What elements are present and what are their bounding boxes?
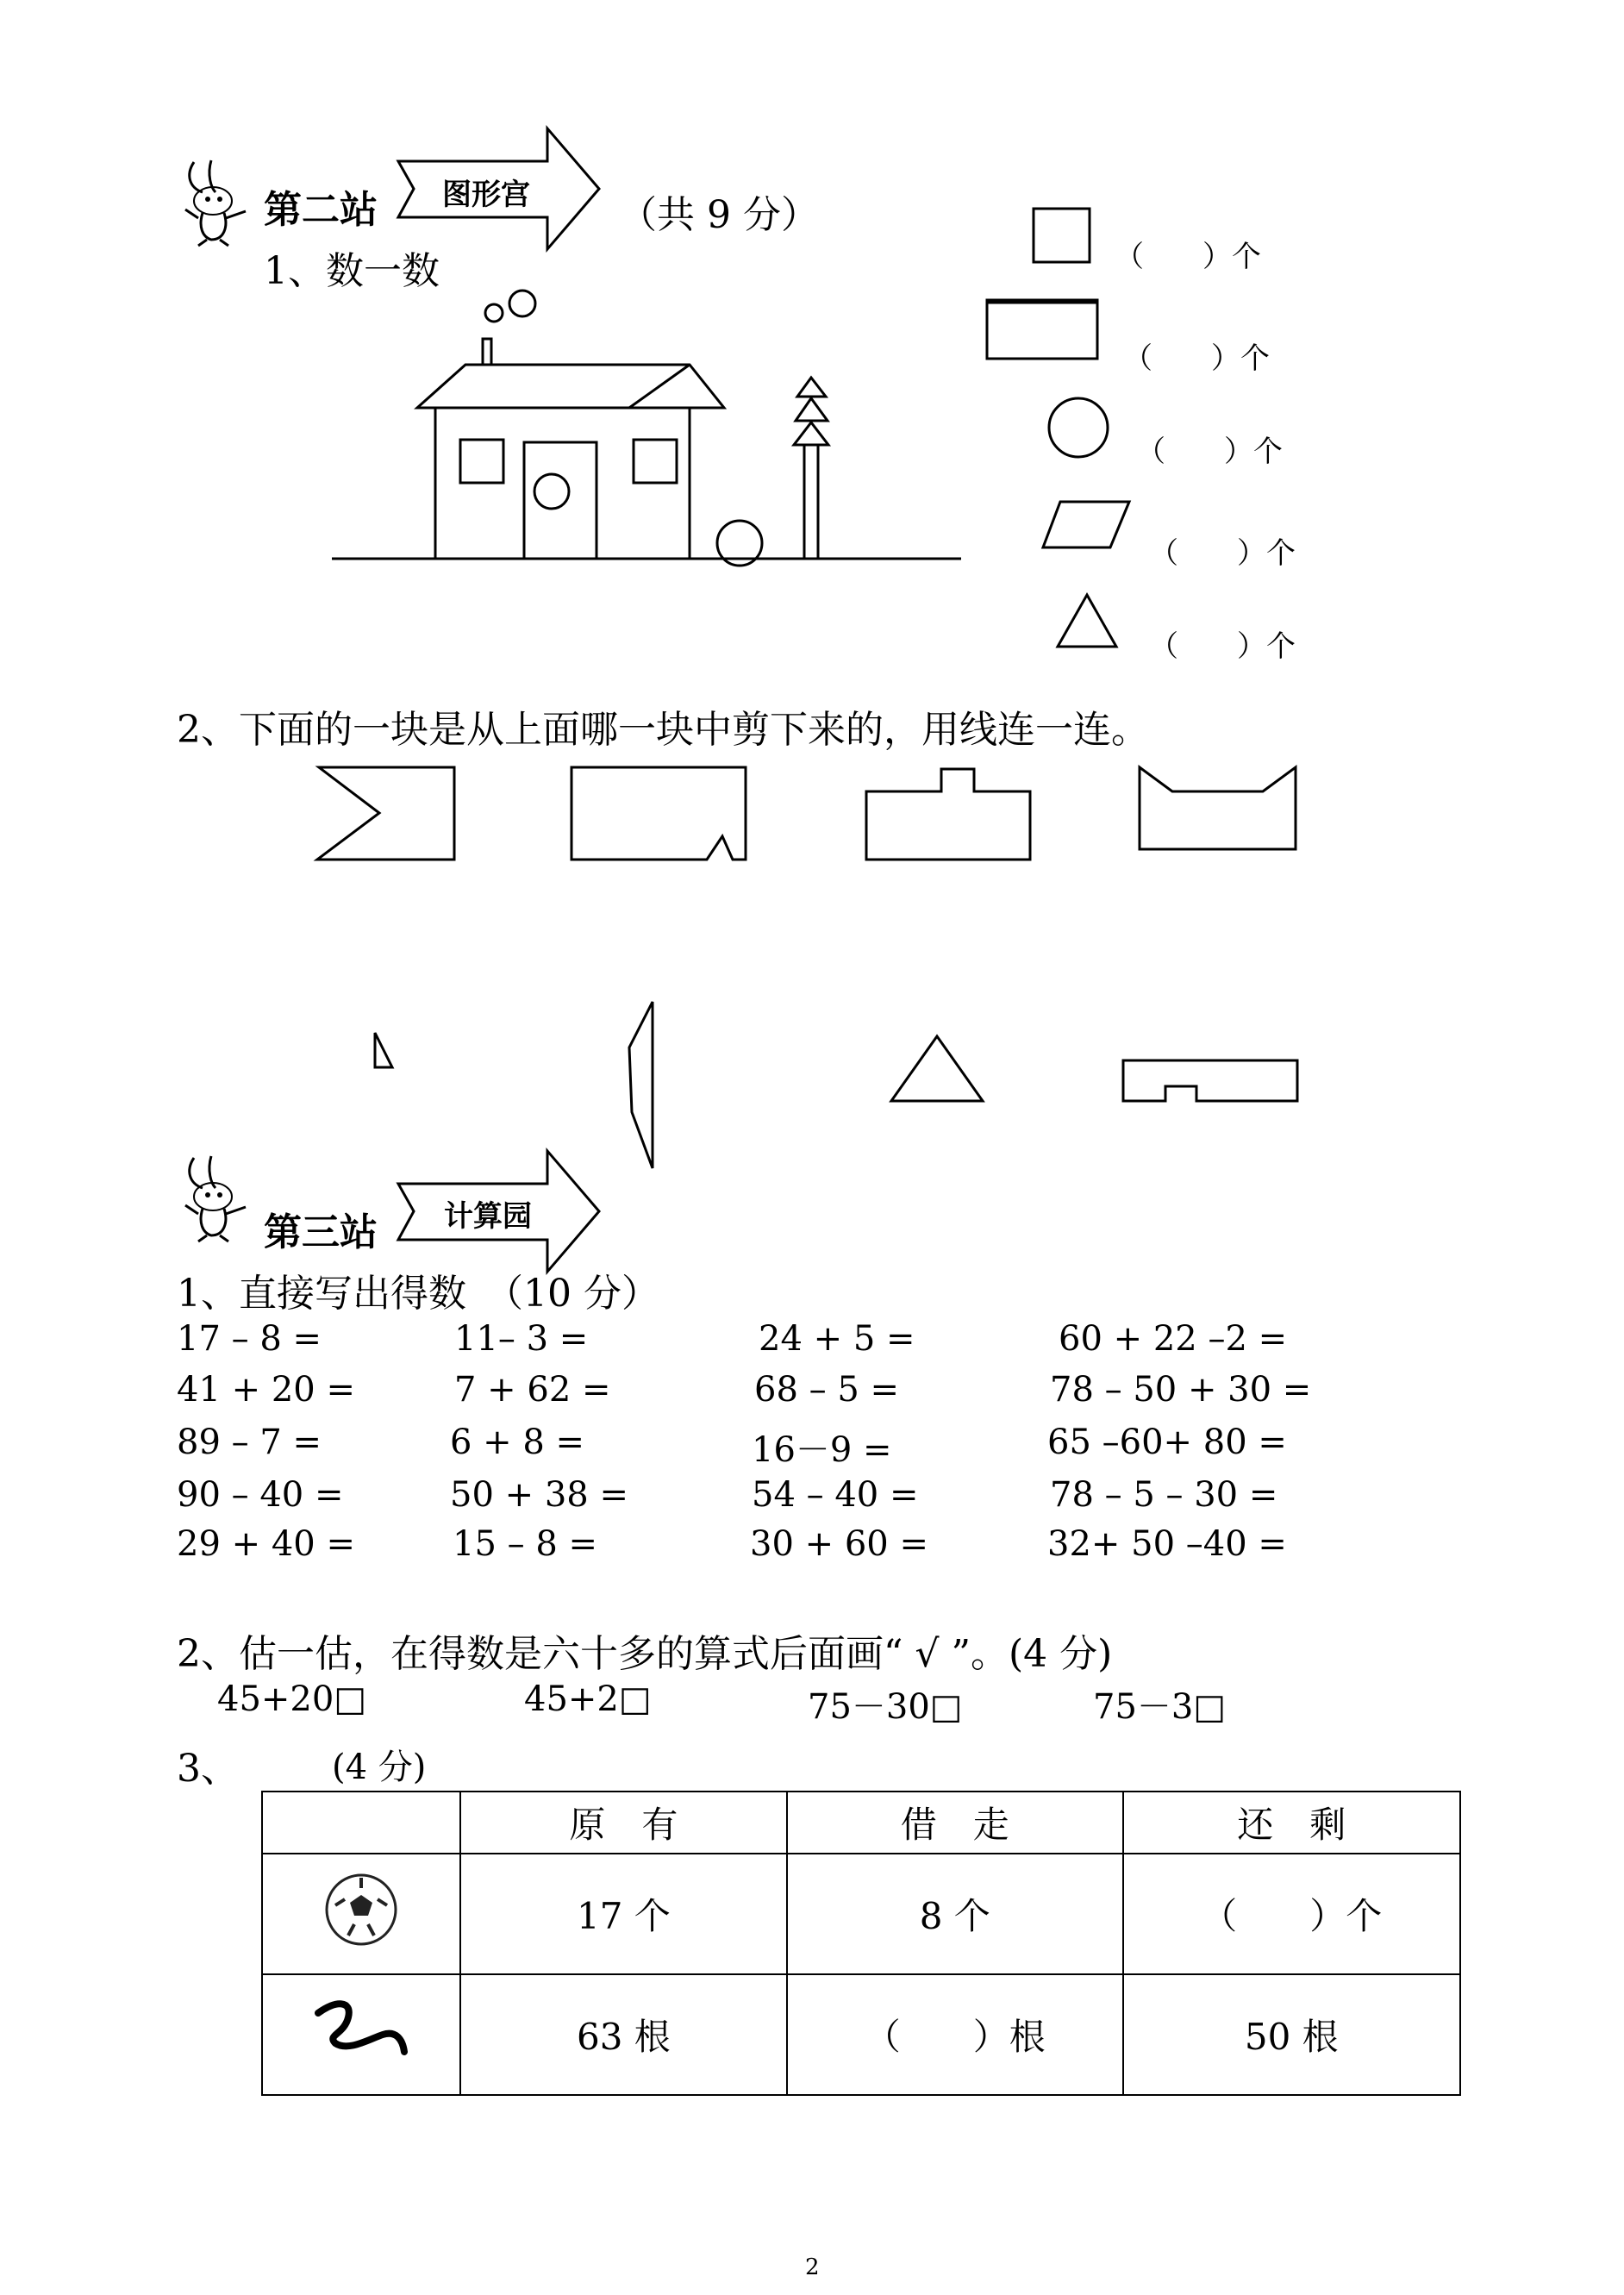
q3-label: 3、 <box>177 1747 239 1791</box>
q1-title: 1、数一数 <box>264 249 440 293</box>
calc-item: 50 + 38 = <box>450 1475 628 1515</box>
calc-item: 16－9 = <box>752 1430 892 1470</box>
calc-item: 78 – 5 – 30 = <box>1050 1475 1278 1515</box>
table-header-cell: 还 剩 <box>1123 1792 1461 1854</box>
calc-q1-title: 1、直接写出得数 （10 分） <box>177 1272 659 1316</box>
rabbit-icon <box>177 158 254 248</box>
calc-item: 41 + 20 = <box>177 1370 355 1410</box>
station2-title: 第二站 <box>264 188 378 232</box>
q3-score: (4 分) <box>332 1748 427 1787</box>
cut-pieces-bottom <box>362 991 1310 1173</box>
table-header-cell: 借 走 <box>787 1792 1122 1854</box>
estimate-item[interactable]: 75－3□ <box>1093 1687 1227 1727</box>
count-answer-parallelogram[interactable]: （ ）个 <box>1149 536 1296 571</box>
chimney <box>483 339 491 365</box>
tree-triangles <box>794 378 828 445</box>
count-answer-rectangle[interactable]: （ ）个 <box>1123 341 1270 376</box>
shape-cat-ears-rectangle <box>1140 767 1296 849</box>
piece-small-triangle <box>375 1033 392 1067</box>
table-header-cell: 原 有 <box>460 1792 787 1854</box>
station3-title: 第三站 <box>264 1210 378 1254</box>
table-header-cell <box>262 1792 460 1854</box>
count-answer-triangle[interactable]: （ ）个 <box>1149 629 1296 664</box>
triangle-icon <box>1056 593 1118 648</box>
page-number: 2 <box>805 2254 820 2280</box>
rectangle-icon <box>985 297 1102 362</box>
calc-item: 29 + 40 = <box>177 1524 355 1564</box>
station2-arrow-label: 图形宫 <box>442 178 530 212</box>
table-cell[interactable]: （ ）根 <box>787 1974 1122 2095</box>
calc-item: 32+ 50 –40 = <box>1047 1524 1287 1564</box>
calc-item: 17 – 8 = <box>177 1319 322 1359</box>
calc-item: 24 + 5 = <box>759 1319 915 1359</box>
cut-shapes-top <box>310 759 1310 862</box>
station2-score: （共 9 分） <box>619 193 819 237</box>
shape-notched-rectangle <box>317 767 454 860</box>
estimate-item[interactable]: 45+2□ <box>524 1679 652 1719</box>
calc-item: 15 – 8 = <box>453 1524 598 1564</box>
calc-item: 68 – 5 = <box>754 1370 900 1410</box>
count-answer-circle[interactable]: （ ）个 <box>1136 435 1283 469</box>
house-roof <box>417 365 724 408</box>
q2-title: 2、下面的一块是从上面哪一块中剪下来的，用线连一连。 <box>177 708 1149 752</box>
house-door <box>524 442 597 559</box>
table-header-row <box>262 1792 1460 1854</box>
table-row <box>262 1974 1460 2095</box>
count-answer-square[interactable]: （ ）个 <box>1115 240 1261 274</box>
smoke-circle-large <box>509 291 535 316</box>
station3-arrow-label: 计算园 <box>444 1199 532 1234</box>
piece-notched-bar <box>1123 1060 1297 1101</box>
tree-trunk <box>804 445 818 559</box>
square-icon <box>1032 207 1092 267</box>
rope-icon <box>309 1996 413 2065</box>
table-row <box>262 1854 1460 1974</box>
shape-tab-rectangle <box>866 769 1030 860</box>
table-cell: 63 根 <box>460 1974 787 2095</box>
parallelogram-icon <box>1041 500 1132 552</box>
estimate-q2-title: 2、估一估，在得数是六十多的算式后面画“ √ ”。(4 分) <box>177 1632 1113 1676</box>
calc-item: 89 – 7 = <box>177 1423 322 1462</box>
table-cell: 50 根 <box>1123 1974 1461 2095</box>
smoke-circle-small <box>485 304 503 322</box>
borrow-table <box>261 1791 1461 2096</box>
table-cell: 17 个 <box>460 1854 787 1974</box>
calc-item: 65 –60+ 80 = <box>1047 1423 1287 1462</box>
calc-item: 11– 3 = <box>454 1319 589 1359</box>
house-window-right <box>634 440 677 483</box>
calc-item: 6 + 8 = <box>450 1423 585 1462</box>
rabbit-icon-2 <box>177 1154 254 1244</box>
estimate-item[interactable]: 75－30□ <box>808 1687 963 1727</box>
table-cell: 8 个 <box>787 1854 1122 1974</box>
shape-corner-notch-rectangle <box>572 767 746 860</box>
calc-item: 30 + 60 = <box>750 1524 928 1564</box>
soccer-ball-icon <box>322 1871 400 1948</box>
house-scene <box>328 285 965 578</box>
calc-item: 7 + 62 = <box>454 1370 611 1410</box>
calc-item: 90 – 40 = <box>177 1475 344 1515</box>
calc-item: 54 – 40 = <box>752 1475 919 1515</box>
piece-parallelogram <box>629 1002 653 1168</box>
calc-item: 60 + 22 –2 = <box>1059 1319 1288 1359</box>
estimate-item[interactable]: 45+20□ <box>217 1679 367 1719</box>
piece-triangle <box>891 1036 983 1101</box>
table-cell[interactable]: （ ）个 <box>1123 1854 1461 1974</box>
calc-item: 78 – 50 + 30 = <box>1050 1370 1312 1410</box>
door-circle <box>534 474 569 509</box>
house-window-left <box>460 440 503 483</box>
circle-icon <box>1047 397 1112 461</box>
